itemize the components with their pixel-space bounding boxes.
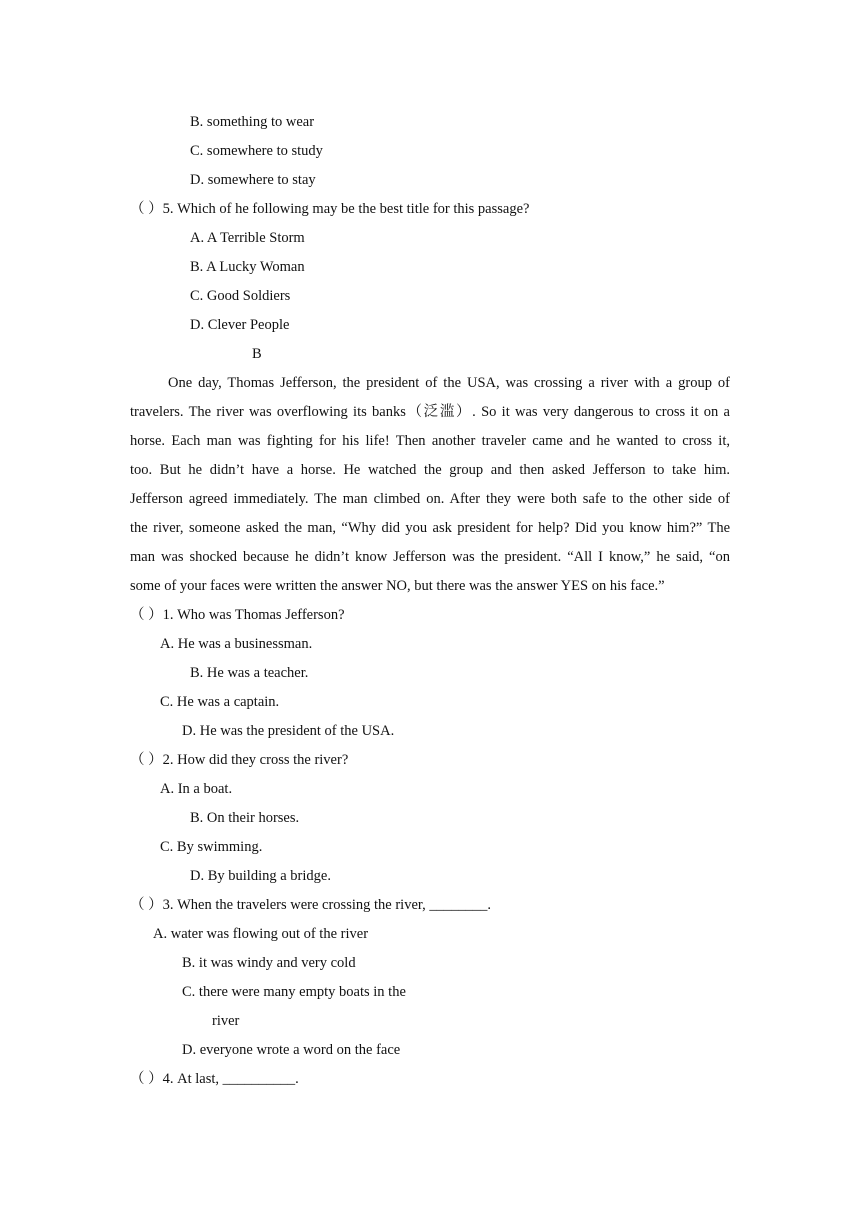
q2-option-b: B. On their horses. (190, 810, 300, 826)
q3-option-b: B. it was windy and very cold (182, 955, 356, 971)
q5-option-c: C. Good Soldiers (190, 288, 291, 304)
question-2-stem: （ ）2. How did they cross the river? (130, 752, 349, 768)
passage-line: horse. Each man was fighting for his life! Then another traveler came and he wanted to cross it, (130, 433, 730, 449)
q2-option-d: D. By building a bridge. (190, 868, 331, 884)
q5-option-b: B. A Lucky Woman (190, 259, 305, 275)
question-4-stem: （ ）4. At last, __________. (130, 1071, 299, 1087)
option-c-somewhere-to-study: C. somewhere to study (190, 143, 323, 159)
q3-option-c-continued: river (212, 1013, 240, 1029)
section-label: B (252, 346, 262, 362)
question-5-stem: （ ）5. Which of he following may be the best title for this passage? (130, 201, 530, 217)
q3-option-a: A. water was flowing out of the river (153, 926, 369, 942)
q1-option-a: A. He was a businessman. (160, 636, 313, 652)
passage-line: too. But he didn’t have a horse. He watched the group and then asked Jefferson to take him. (130, 462, 730, 478)
q1-option-c: C. He was a captain. (160, 694, 280, 710)
passage-line: travelers. The river was overflowing its banks（泛滥）. So it was very dangerous to cross it on a (130, 404, 730, 420)
option-d-somewhere-to-stay: D. somewhere to stay (190, 172, 316, 188)
question-1-stem: （ ）1. Who was Thomas Jefferson? (130, 607, 345, 623)
passage-line: Jefferson agreed immediately. The man climbed on. After they were both safe to the other side of (130, 491, 730, 507)
q5-option-a: A. A Terrible Storm (190, 230, 305, 246)
q2-option-c: C. By swimming. (160, 839, 263, 855)
q5-option-d: D. Clever People (190, 317, 290, 333)
passage-line: One day, Thomas Jefferson, the president of the USA, was crossing a river with a group of (168, 375, 730, 391)
q1-option-d: D. He was the president of the USA. (182, 723, 395, 739)
passage-line: man was shocked because he didn’t know Jefferson was the president. “All I know,” he said, “on (130, 549, 730, 565)
q3-option-d: D. everyone wrote a word on the face (182, 1042, 401, 1058)
passage-line: some of your faces were written the answer NO, but there was the answer YES on his face.” (130, 578, 665, 594)
q1-option-b: B. He was a teacher. (190, 665, 309, 681)
passage-line: the river, someone asked the man, “Why did you ask president for help? Did you know him?” The (130, 520, 730, 536)
question-3-stem: （ ）3. When the travelers were crossing the river, ________. (130, 897, 492, 913)
q2-option-a: A. In a boat. (160, 781, 233, 797)
q3-option-c: C. there were many empty boats in the (182, 984, 406, 1000)
option-b-something-to-wear: B. something to wear (190, 114, 315, 130)
